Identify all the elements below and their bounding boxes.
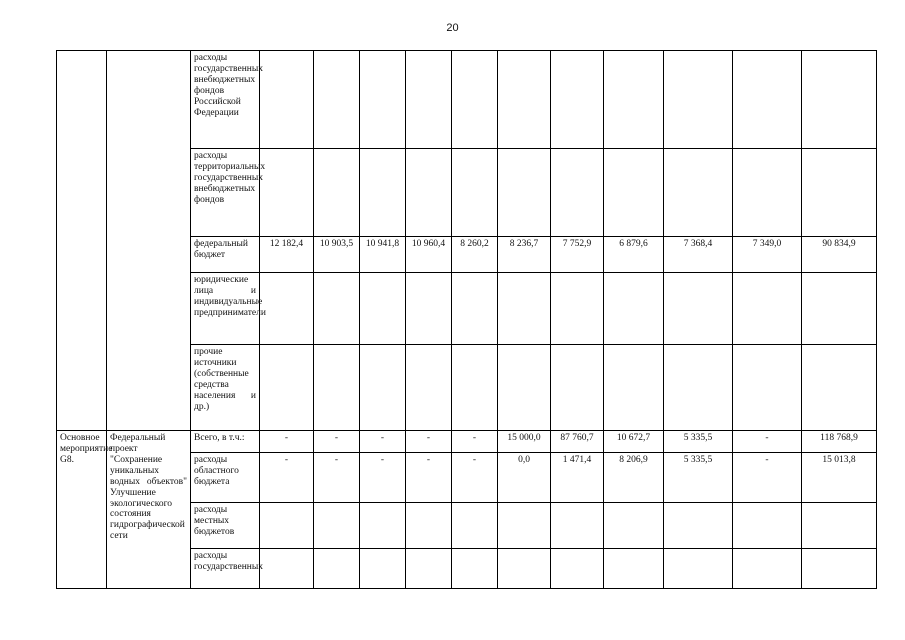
total-value-cell: [802, 345, 877, 431]
year-value-cell: [733, 149, 802, 237]
funding-source-cell: Всего, в т.ч.:: [191, 431, 260, 453]
year-value-cell: [498, 273, 551, 345]
project-name-cell: Федеральный проект "Сохранение уникальных водных объектов" Улучшение экологического состояния гидрографической сети: [107, 431, 191, 589]
page-number: 20: [446, 22, 459, 34]
year-value-cell: [360, 503, 406, 549]
total-value-cell: 15 013,8: [802, 453, 877, 503]
year-value-cell: -: [452, 431, 498, 453]
funding-source-cell: расходы государственных внебюджетных фондов Российской Федерации: [191, 51, 260, 149]
year-value-cell: [260, 149, 314, 237]
year-value-cell: [664, 273, 733, 345]
total-value-cell: [802, 549, 877, 589]
year-value-cell: [733, 345, 802, 431]
year-value-cell: [498, 503, 551, 549]
year-value-cell: [733, 273, 802, 345]
year-value-cell: [664, 549, 733, 589]
year-value-cell: [360, 549, 406, 589]
year-value-cell: 10 672,7: [604, 431, 664, 453]
year-value-cell: 15 000,0: [498, 431, 551, 453]
year-value-cell: [604, 51, 664, 149]
year-value-cell: [452, 549, 498, 589]
year-value-cell: -: [406, 453, 452, 503]
funding-source-cell: федеральный бюджет: [191, 237, 260, 273]
year-value-cell: -: [260, 453, 314, 503]
year-value-cell: 6 879,6: [604, 237, 664, 273]
year-value-cell: [551, 503, 604, 549]
year-value-cell: 5 335,5: [664, 431, 733, 453]
year-value-cell: -: [260, 431, 314, 453]
year-value-cell: [406, 149, 452, 237]
year-value-cell: 10 960,4: [406, 237, 452, 273]
year-value-cell: [406, 51, 452, 149]
year-value-cell: 5 335,5: [664, 453, 733, 503]
year-value-cell: [604, 549, 664, 589]
year-value-cell: [260, 503, 314, 549]
year-value-cell: -: [733, 453, 802, 503]
funding-source-cell: прочие источники (собственные средства населения и др.): [191, 345, 260, 431]
year-value-cell: [551, 549, 604, 589]
year-value-cell: [260, 51, 314, 149]
year-value-cell: [664, 503, 733, 549]
year-value-cell: [314, 503, 360, 549]
total-value-cell: 90 834,9: [802, 237, 877, 273]
year-value-cell: [604, 273, 664, 345]
year-value-cell: 7 752,9: [551, 237, 604, 273]
year-value-cell: 8 236,7: [498, 237, 551, 273]
table-row: [57, 51, 877, 149]
year-value-cell: 12 182,4: [260, 237, 314, 273]
funding-source-cell: расходы территориальных государственных внебюджетных фондов: [191, 149, 260, 237]
year-value-cell: [551, 273, 604, 345]
year-value-cell: [406, 273, 452, 345]
total-value-cell: 118 768,9: [802, 431, 877, 453]
total-value-cell: [802, 503, 877, 549]
total-value-cell: [802, 273, 877, 345]
year-value-cell: [733, 51, 802, 149]
year-value-cell: -: [406, 431, 452, 453]
funding-source-cell: расходы местных бюджетов: [191, 503, 260, 549]
funding-source-cell: расходы областного бюджета: [191, 453, 260, 503]
year-value-cell: [314, 549, 360, 589]
year-value-cell: 87 760,7: [551, 431, 604, 453]
year-value-cell: 7 368,4: [664, 237, 733, 273]
year-value-cell: [604, 345, 664, 431]
year-value-cell: [604, 149, 664, 237]
year-value-cell: -: [452, 453, 498, 503]
total-value-cell: [802, 51, 877, 149]
year-value-cell: [260, 273, 314, 345]
measure-label-cell-continued: [57, 51, 107, 431]
year-value-cell: [314, 345, 360, 431]
year-value-cell: [452, 503, 498, 549]
year-value-cell: [733, 549, 802, 589]
year-value-cell: [498, 549, 551, 589]
year-value-cell: -: [360, 431, 406, 453]
funding-table: [56, 50, 877, 589]
year-value-cell: 8 260,2: [452, 237, 498, 273]
year-value-cell: [604, 503, 664, 549]
total-value-cell: [802, 149, 877, 237]
funding-source-cell: юридические лица и индивидуальные предприниматели: [191, 273, 260, 345]
year-value-cell: [406, 549, 452, 589]
year-value-cell: [360, 149, 406, 237]
year-value-cell: [360, 345, 406, 431]
year-value-cell: -: [314, 431, 360, 453]
year-value-cell: [733, 503, 802, 549]
year-value-cell: [260, 549, 314, 589]
year-value-cell: 7 349,0: [733, 237, 802, 273]
year-value-cell: -: [314, 453, 360, 503]
year-value-cell: [664, 51, 733, 149]
year-value-cell: 1 471,4: [551, 453, 604, 503]
year-value-cell: [314, 273, 360, 345]
year-value-cell: [664, 345, 733, 431]
funding-source-cell: расходы государственных: [191, 549, 260, 589]
year-value-cell: [406, 345, 452, 431]
measure-label-cell: Основное мероприятие G8.: [57, 431, 107, 589]
year-value-cell: 10 903,5: [314, 237, 360, 273]
year-value-cell: [551, 345, 604, 431]
year-value-cell: 8 206,9: [604, 453, 664, 503]
year-value-cell: [664, 149, 733, 237]
year-value-cell: [452, 345, 498, 431]
year-value-cell: [360, 51, 406, 149]
year-value-cell: 0,0: [498, 453, 551, 503]
year-value-cell: [314, 149, 360, 237]
year-value-cell: [551, 149, 604, 237]
year-value-cell: -: [360, 453, 406, 503]
year-value-cell: [498, 149, 551, 237]
year-value-cell: [452, 51, 498, 149]
year-value-cell: [314, 51, 360, 149]
project-cell-continued: [107, 51, 191, 431]
year-value-cell: [260, 345, 314, 431]
year-value-cell: [498, 345, 551, 431]
year-value-cell: 10 941,8: [360, 237, 406, 273]
year-value-cell: [452, 273, 498, 345]
year-value-cell: [360, 273, 406, 345]
year-value-cell: [452, 149, 498, 237]
table-row: [57, 431, 877, 453]
year-value-cell: [551, 51, 604, 149]
year-value-cell: [406, 503, 452, 549]
year-value-cell: -: [733, 431, 802, 453]
year-value-cell: [498, 51, 551, 149]
